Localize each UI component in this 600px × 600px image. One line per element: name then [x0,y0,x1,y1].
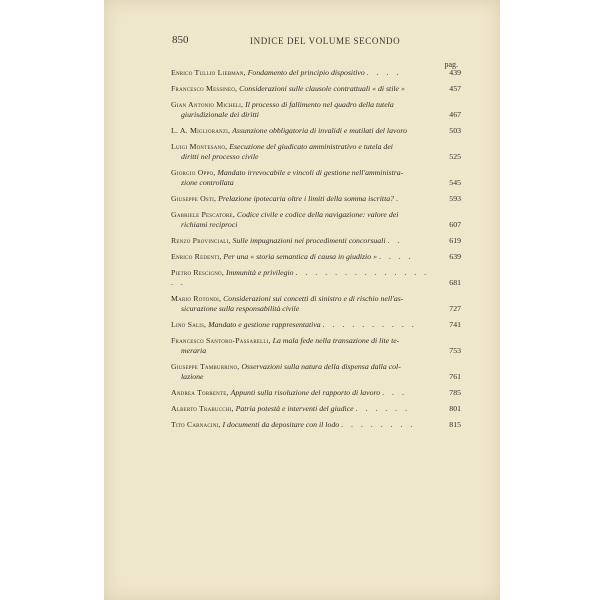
entry-page-number: 801 [449,404,461,413]
entry-page-number: 639 [449,252,461,261]
entry-title: I documenti da depositare con il lodo [222,420,340,429]
running-title: INDICE DEL VOLUME SECONDO [250,36,401,46]
entry-author: Luigi Montesano, [171,142,228,151]
toc-entry [171,320,461,330]
entry-page-number: 815 [449,420,461,429]
entry-author: Lino Salis, [171,320,207,329]
entry-author: Enrico Tullio Liebman, [171,68,246,77]
toc-entry [171,194,461,204]
entry-author: Gabriele Pescatore, [171,210,235,219]
toc-entry [171,404,461,414]
leader-dots: . . [387,236,403,245]
entry-title: Immunità e privilegio [225,268,294,277]
toc-entry [171,336,461,356]
leader-dots: . [396,194,401,203]
entry-title: Per una « storia semantica di causa in giudizio » [223,252,377,261]
pag-column-label: pag. [444,60,458,69]
entry-title: Esecuzione del giudicato amministrativo e tutela dei [229,142,393,151]
entry-author: Alberto Trabucchi, [171,404,234,413]
entry-title: Codice civile e codice della navigazione: valore dei [236,210,399,219]
entry-title: Prelazione ipotecaria oltre i limiti della somma iscritta? [218,194,395,203]
entry-title-continuation: giurisdizionale dei diritti [181,110,259,119]
entry-page-number: 753 [449,346,461,355]
entry-page-number: 593 [449,194,461,203]
leader-dots: . . . . . . . . . . [322,320,417,329]
entry-page-number: 761 [449,372,461,381]
entry-page-number: 785 [449,388,461,397]
toc-entry [171,68,461,78]
toc-entry [171,362,461,382]
entry-author: Francesco Santoro-Passarelli, [171,336,271,345]
leader-dots: . . . . . . . . . . . . . . . . [171,268,430,287]
entry-page-number: 741 [449,320,461,329]
leader-dots: . . . . [378,252,414,261]
entry-author: Giorgio Oppo, [171,168,216,177]
entry-author: Mario Rotondi, [171,294,222,303]
entry-title: Considerazioni sulle clausole contrattuali « di stile » [239,84,405,93]
entry-author: Renzo Provinciali, [171,236,231,245]
entry-title: Appunti sulla risoluzione del rapporto di lavoro [230,388,381,397]
leader-dots: . . . . . . . . [341,420,416,429]
entry-author: Pietro Rescigno, [171,268,225,277]
toc-entry [171,126,461,136]
entry-title: Osservazioni sulla natura della dispensa dalla col- [241,362,401,371]
entry-author: Tito Carnacini, [171,420,221,429]
leader-dots: . . . . . . [355,404,411,413]
entry-author: Gian Antonio Micheli, [171,100,244,109]
toc-entry [171,100,461,120]
toc-entry [171,168,461,188]
toc-entry [171,294,461,314]
entry-title: Patria potestà e interventi del giudice [235,404,354,413]
toc-entry [171,388,461,398]
book-page [104,0,500,600]
entry-title-continuation: richiami reciproci [181,220,238,229]
entry-page-number: 607 [449,220,461,229]
entry-title-continuation: meraria [181,346,207,355]
toc-entry [171,268,461,288]
entry-author: L. A. Miglioranzi, [171,126,231,135]
entry-title: Il processo di fallimento nel quadro della tutela [245,100,394,109]
entry-title: Fondamento del principio dispositivo [247,68,365,77]
entry-author: Francesco Messineo, [171,84,238,93]
toc-entry [171,210,461,230]
leader-dots: . . . . [366,68,402,77]
entry-title-continuation: lazione [181,372,204,381]
toc-entry [171,252,461,262]
entry-page-number: 727 [449,304,461,313]
entry-title: Sulle impugnazioni nei procedimenti concorsuali [232,236,386,245]
entry-title-continuation: zione controllata [181,178,234,187]
entry-title: Assunzione obbligatoria di invalidi e mutilati del lavoro [232,126,407,135]
entry-page-number: 681 [449,278,461,287]
toc-entry [171,236,461,246]
entry-title: Mandato irrevocabile e vincoli di gestione nell'amministra- [217,168,404,177]
entry-author: Enrico Redenti, [171,252,222,261]
entry-author: Giuseppe Tamburrino, [171,362,240,371]
entry-page-number: 439 [449,68,461,77]
entry-page-number: 457 [449,84,461,93]
entry-title-continuation: sicurazione sulla responsabilità civile [181,304,300,313]
toc-entry [171,84,461,94]
toc-entry [171,142,461,162]
entry-author: Giuseppe Osti, [171,194,217,203]
entry-page-number: 503 [449,126,461,135]
table-of-contents [171,68,461,436]
leader-dots: . . . [382,388,407,397]
entry-author: Andrea Torrente, [171,388,229,397]
entry-title: Mandato e gestione rappresentativa [208,320,321,329]
entry-page-number: 525 [449,152,461,161]
entry-page-number: 619 [449,236,461,245]
toc-entry [171,420,461,430]
entry-page-number: 545 [449,178,461,187]
entry-title-continuation: diritti nel processo civile [181,152,259,161]
entry-title: La mala fede nella transazione di lite te- [272,336,400,345]
entry-title: Considerazioni sui concetti di sinistro e di rischio nell'as- [223,294,404,303]
entry-page-number: 467 [449,110,461,119]
page-number: 850 [172,34,189,46]
